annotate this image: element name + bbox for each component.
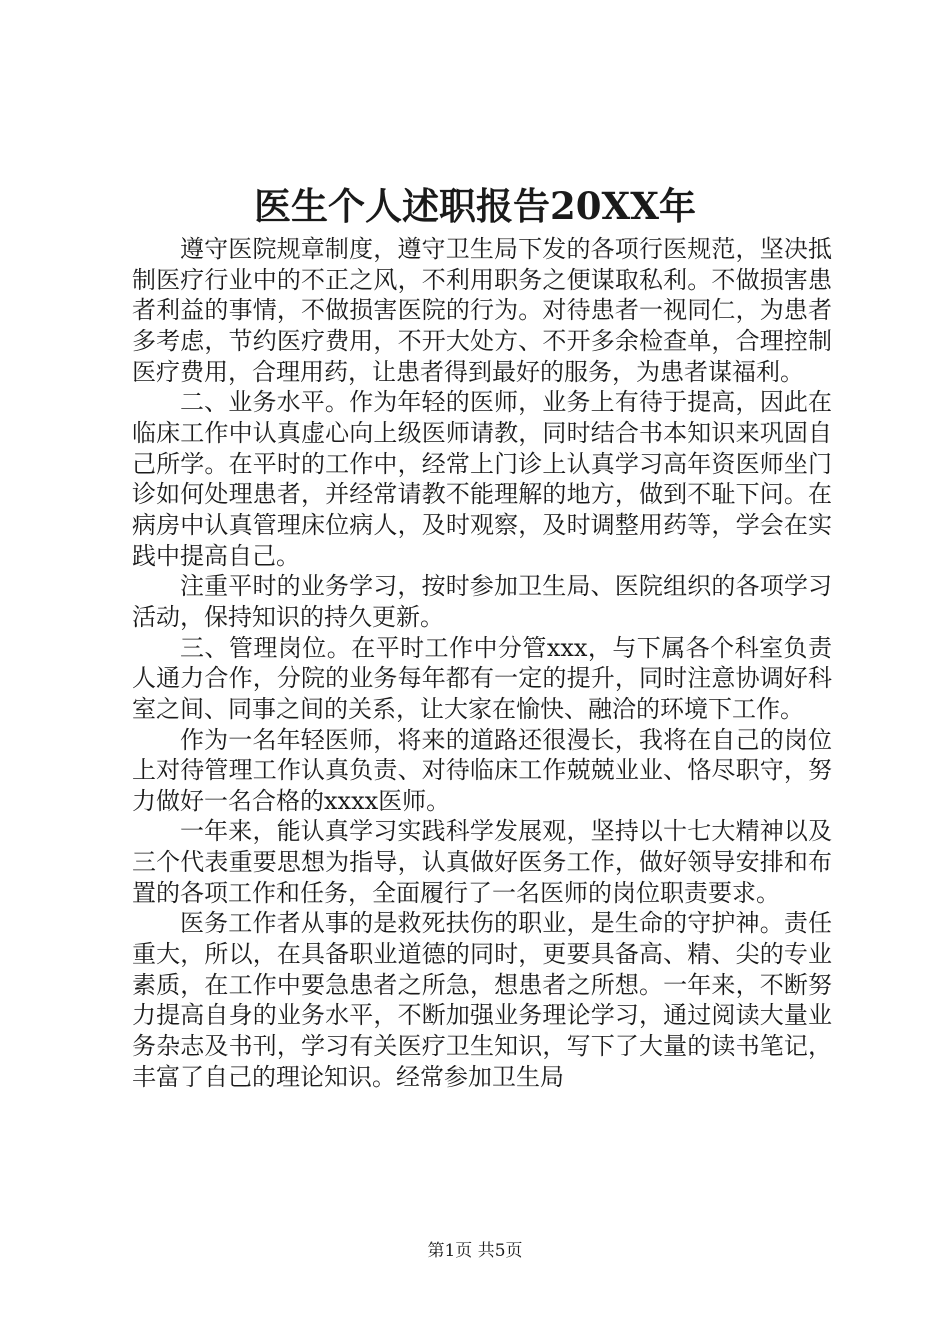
paragraph-7: 医务工作者从事的是救死扶伤的职业，是生命的守护神。责任重大，所以，在具备职业道德的同时，更要具备高、精、尖的专业素质，在工作中要急患者之所急，想患者之所想。一年来，不断努力提高自身的业务水平，不断加强业务理论学习，通过阅读大量业务杂志及书刊，学习有关医疗卫生知识，写下了大量的读书笔记，丰富了自己的理论知识。经常参加卫生局 [132, 909, 832, 1091]
paragraph-4: 三、管理岗位。在平时工作中分管xxx，与下属各个科室负责人通力合作，分院的业务每年都有一定的提升，同时注意协调好科室之间、同事之间的关系，让大家在愉快、融洽的环境下工作。 [132, 633, 832, 723]
document-title: 医生个人述职报告20XX年 [254, 184, 696, 228]
paragraph-3: 注重平时的业务学习，按时参加卫生局、医院组织的各项学习活动，保持知识的持久更新。 [132, 572, 832, 631]
page-number-footer: 第1页 共5页 [427, 1241, 523, 1261]
paragraph-6: 一年来，能认真学习实践科学发展观，坚持以十七大精神以及三个代表重要思想为指导，认真做好医务工作，做好领导安排和布置的各项工作和任务，全面履行了一名医师的岗位职责要求。 [132, 817, 832, 907]
paragraph-1: 遵守医院规章制度，遵守卫生局下发的各项行医规范，坚决抵制医疗行业中的不正之风，不利用职务之便谋取私利。不做损害患者利益的事情，不做损害医院的行为。对待患者一视同仁，为患者多考虑，节约医疗费用，不开大处方、不开多余检查单，合理控制医疗费用，合理用药，让患者得到最好的服务，为患者谋福利。 [132, 235, 832, 386]
paragraph-5: 作为一名年轻医师，将来的道路还很漫长，我将在自己的岗位上对待管理工作认真负责、对待临床工作兢兢业业、恪尽职守，努力做好一名合格的xxxx医师。 [132, 725, 832, 815]
paragraph-2: 二、业务水平。作为年轻的医师，业务上有待于提高，因此在临床工作中认真虚心向上级医师请教，同时结合书本知识来巩固自己所学。在平时的工作中，经常上门诊上认真学习高年资医师坐门诊如何处理患者，并经常请教不能理解的地方，做到不耻下问。在病房中认真管理床位病人，及时观察，及时调整用药等，学会在实践中提高自己。 [132, 388, 832, 570]
document-body [132, 234, 832, 1092]
